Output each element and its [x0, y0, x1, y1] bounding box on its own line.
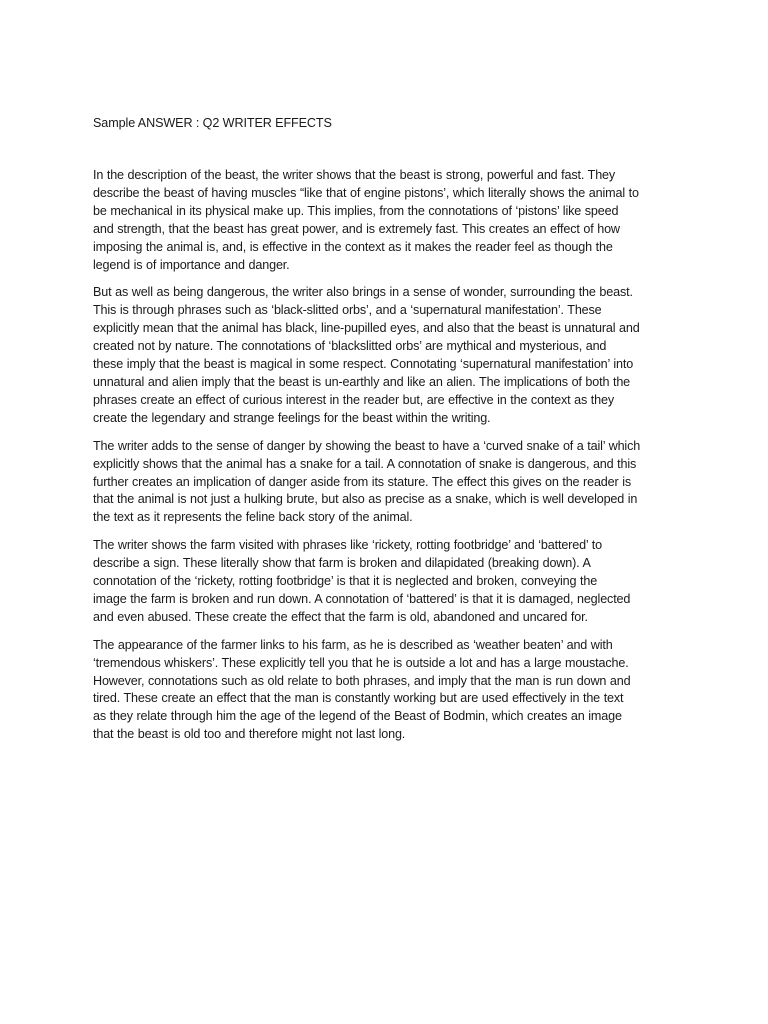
paragraph-farmer-appearance: The appearance of the farmer links to his farm, as he is described as ‘weather beaten’ and with ‘tremendous whiskers’. These explicitly tell you that he is outside a lot and has a large moustache. However, connotations such as old relate to both phrases, and imply that the man is run down and tired. These create an effect that the man is constantly working but are used effectively in the text as they relate through him the age of the legend of the Beast of Bodmin, which creates an image that the beast is old too and therefore might not last long. [93, 637, 631, 742]
paragraph-snake-tail: The writer adds to the sense of danger by showing the beast to have a ‘curved snake of a tail’ which explicitly shows that the animal has a snake for a tail. A connotation of snake is dangerous, and this further creates an implication of danger aside from its stature. The effect this gives on the reader is that the animal is not just a hulking brute, but also as precise as a snake, which is well developed in the text as it represents the feline back story of the animal. [93, 438, 641, 525]
paragraph-beast-strength: In the description of the beast, the writer shows that the beast is strong, powerful and fast. They describe the beast of having muscles “like that of engine pistons’, which literally shows the animal to be mechanical in its physical make up. This implies, from the connotations of ‘pistons’ like speed and strength, that the beast has great power, and is extremely fast. This creates an effect of how imposing the animal is, and, is effective in the context as it makes the reader feel as though the legend is of importance and danger. [93, 168, 639, 272]
document-title: Sample ANSWER : Q2 WRITER EFFECTS [93, 116, 332, 130]
paragraph-farm-description: The writer shows the farm visited with phrases like ‘rickety, rotting footbridge’ and ‘battered’ to describe a sign. These literally show that farm is broken and dilapidated (breaking down). A connotation of the ‘rickety, rotting footbridge’ is that it is neglected and broken, conveying the image the farm is broken and run down. A connotation of ‘battered’ is that it is damaged, neglected and even abused. These create the effect that the farm is old, abandoned and uncared for. [93, 538, 631, 624]
paragraph-sense-of-wonder: But as well as being dangerous, the writer also brings in a sense of wonder, surrounding the beast. This is through phrases such as ‘black-slitted orbs’, and a ‘supernatural manifestation’. These explicitly mean that the animal has black, line-pupilled eyes, and also that the beast is unnatural and created not by nature. The connotations of ‘blackslitted orbs’ are mythical and mysterious, and these imply that the beast is magical in some respect. Connotating ‘supernatural manifestation’ into unnatural and alien imply that the beast is un-earthly and like an alien. The implications of both the phrases create an effect of curious interest in the reader but, are effective in the context as they create the legendary and strange feelings for the beast within the writing. [93, 285, 640, 425]
document-body [93, 167, 676, 754]
